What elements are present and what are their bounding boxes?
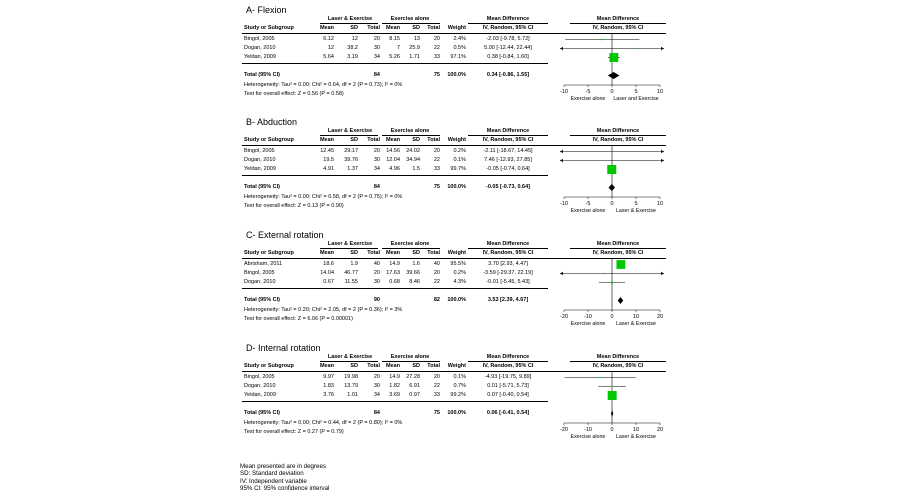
study-total-b: 22	[433, 383, 440, 389]
total-ci: 0.34 [-0.86, 1.55]	[486, 72, 530, 78]
total-label: Total (95% CI)	[244, 297, 280, 303]
col-mean-a: Mean	[319, 250, 334, 256]
study-ci: -3.59 [-29.37, 22.19]	[483, 270, 533, 276]
md-header-left: Mean Difference	[486, 354, 530, 360]
study-effect-box	[609, 53, 618, 62]
study-ci: 7.46 [-12.93, 27.85]	[484, 157, 532, 163]
study-ci: -0.05 [-0.74, 0.64]	[486, 166, 530, 172]
study-sd-b: 34.94	[406, 157, 420, 163]
forest-plot-area	[558, 117, 668, 217]
study-total-a: 34	[373, 54, 380, 60]
study-mean-b: 17.63	[386, 270, 400, 276]
total-weight: 100.0%	[447, 410, 466, 416]
study-mean-b: 5.26	[389, 54, 400, 60]
study-effect-box	[601, 151, 602, 152]
study-ci: 0.07 [-0.40, 0.54]	[487, 392, 529, 398]
study-name: Bingol, 2005	[244, 36, 275, 42]
study-effect-box	[611, 386, 612, 387]
md-rule-left	[468, 248, 548, 249]
study-mean-a: 1.83	[323, 383, 334, 389]
col-total-a: Total	[367, 250, 380, 256]
study-sd-a: 29.17	[344, 148, 358, 154]
study-mean-a: 14.04	[320, 270, 334, 276]
x-tick-label: 0	[610, 89, 614, 95]
study-total-a: 34	[373, 166, 380, 172]
col-mean-b: Mean	[385, 363, 400, 369]
group-a-rule	[320, 135, 378, 136]
study-mean-a: 18.6	[323, 261, 334, 267]
col-weight: Weight	[447, 250, 466, 256]
total-n-a: 84	[373, 184, 380, 190]
study-sd-a: 1.01	[347, 392, 358, 398]
study-weight: 99.2%	[450, 392, 466, 398]
study-name: Bingol, 2005	[244, 374, 275, 380]
study-effect-box	[607, 165, 616, 174]
total-ci: 3.53 [2.39, 4.67]	[487, 297, 529, 303]
study-weight: 0.1%	[453, 157, 466, 163]
footnote-degrees: Mean presented are in degrees	[240, 463, 326, 470]
col-ci: IV, Random, 95% CI	[482, 250, 534, 256]
col-sd-a: SD	[350, 250, 358, 256]
md-header-right: Mean Difference	[596, 354, 640, 360]
x-tick-label: -10	[584, 314, 592, 320]
study-sd-b: 25.9	[409, 45, 420, 51]
study-weight: 0.7%	[453, 383, 466, 389]
col-total-b: Total	[427, 25, 440, 31]
x-tick-label: 0	[610, 427, 614, 433]
md-header-left: Mean Difference	[486, 16, 530, 22]
ci-arrow-left	[560, 150, 563, 153]
study-mean-b: 8.15	[389, 36, 400, 42]
study-sd-b: 39.66	[406, 270, 420, 276]
study-effect-box	[635, 48, 636, 49]
study-mean-b: 0.68	[389, 279, 400, 285]
footnote-iv: IV: Independent variable	[240, 477, 307, 485]
study-sd-a: 1.9	[350, 261, 358, 267]
col-plot-method: IV, Random, 95% CI	[592, 363, 644, 369]
study-weight: 99.7%	[450, 166, 466, 172]
study-name: Bingol, 2005	[244, 270, 275, 276]
study-name: Dogan, 2010	[244, 45, 276, 51]
favours-right-label: Laser & Exercise	[615, 434, 657, 440]
total-ci: -0.05 [-0.73, 0.64]	[485, 184, 531, 190]
study-mean-b: 4.96	[389, 166, 400, 172]
total-n-b: 82	[433, 297, 440, 303]
study-weight: 0.5%	[453, 45, 466, 51]
study-total-b: 22	[433, 157, 440, 163]
study-name: Dogan, 2010	[244, 279, 276, 285]
group-a-header: Laser & Exercise	[327, 354, 373, 360]
total-label: Total (95% CI)	[244, 72, 280, 78]
study-mean-a: 12.45	[320, 148, 334, 154]
x-tick-label: 10	[632, 427, 640, 433]
study-total-b: 22	[433, 45, 440, 51]
group-b-header: Exercise alone	[390, 128, 430, 134]
favours-right-label: Laser and Exercise	[613, 96, 659, 102]
study-sd-a: 38.2	[347, 45, 358, 51]
col-total-a: Total	[367, 25, 380, 31]
favours-left-label: Exercise alone	[570, 321, 606, 327]
study-weight: 2.4%	[453, 36, 466, 42]
study-total-a: 20	[373, 374, 380, 380]
study-mean-b: 14.9	[389, 261, 400, 267]
study-name: Yeldan, 2009	[244, 166, 276, 172]
study-sd-a: 12	[351, 36, 358, 42]
group-a-rule	[320, 23, 378, 24]
total-n-a: 84	[373, 72, 380, 78]
col-study: Study or Subgroup	[244, 250, 294, 256]
group-a-header: Laser & Exercise	[327, 16, 373, 22]
study-total-b: 33	[433, 54, 440, 60]
study-sd-a: 19.98	[344, 374, 358, 380]
col-plot-method: IV, Random, 95% CI	[592, 137, 644, 143]
study-mean-a: 5.64	[323, 54, 334, 60]
study-total-b: 22	[433, 279, 440, 285]
pooled-effect-diamond	[608, 184, 615, 191]
study-sd-b: 24.02	[406, 148, 420, 154]
study-sd-a: 46.77	[344, 270, 358, 276]
forest-panel-4	[240, 343, 670, 453]
study-total-a: 40	[373, 261, 380, 267]
x-tick-label: -5	[585, 201, 591, 207]
group-a-header: Laser & Exercise	[327, 241, 373, 247]
favours-left-label: Exercise alone	[570, 208, 606, 214]
study-sd-b: 1.6	[412, 261, 420, 267]
total-n-a: 90	[373, 297, 380, 303]
col-total-a: Total	[367, 363, 380, 369]
study-ci: -2.03 [-9.78, 5.72]	[486, 36, 530, 42]
study-sd-a: 39.76	[344, 157, 358, 163]
study-ci: 0.38 [-0.84, 1.60]	[487, 54, 529, 60]
col-total-b: Total	[427, 363, 440, 369]
group-b-header: Exercise alone	[390, 241, 430, 247]
study-mean-b: 12.04	[386, 157, 400, 163]
x-tick-label: 5	[634, 201, 638, 207]
total-weight: 100.0%	[447, 184, 466, 190]
col-study: Study or Subgroup	[244, 363, 294, 369]
col-sd-a: SD	[350, 137, 358, 143]
group-a-rule	[320, 248, 378, 249]
study-ci: 5.00 [-12.44, 22.44]	[484, 45, 532, 51]
md-rule-left	[468, 23, 548, 24]
col-ci: IV, Random, 95% CI	[482, 25, 534, 31]
study-total-b: 40	[433, 261, 440, 267]
study-mean-b: 1.82	[389, 383, 400, 389]
forest-panel-2	[240, 117, 670, 227]
md-header-right: Mean Difference	[596, 16, 640, 22]
study-effect-box	[616, 260, 625, 269]
heterogeneity-text: Heterogeneity: Tau² = 0.00; Chi² = 0.44, df = 2 (P = 0.80); I² = 0%	[244, 420, 403, 426]
study-effect-box	[600, 377, 601, 378]
forest-panel-3	[240, 230, 670, 340]
total-weight: 100.0%	[447, 72, 466, 78]
x-tick-label: 0	[610, 201, 614, 207]
panel-title: C- External rotation	[246, 230, 324, 240]
col-sd-a: SD	[350, 363, 358, 369]
x-tick-label: 20	[656, 314, 664, 320]
col-sd-a: SD	[350, 25, 358, 31]
forest-panel-1	[240, 5, 670, 115]
study-mean-a: 6.12	[323, 36, 334, 42]
study-total-a: 30	[373, 279, 380, 285]
study-mean-b: 7	[396, 45, 400, 51]
total-ci: 0.06 [-0.41, 0.54]	[486, 410, 530, 416]
study-mean-b: 14.56	[386, 148, 400, 154]
col-mean-b: Mean	[385, 25, 400, 31]
col-ci: IV, Random, 95% CI	[482, 363, 534, 369]
x-tick-label: -10	[560, 89, 568, 95]
favours-left-label: Exercise alone	[570, 434, 606, 440]
study-total-b: 20	[433, 148, 440, 154]
study-sd-a: 13.79	[344, 383, 358, 389]
study-total-a: 20	[373, 148, 380, 154]
study-mean-a: 12	[327, 45, 334, 51]
ci-arrow-right	[661, 150, 664, 153]
md-rule-left	[468, 361, 548, 362]
ci-arrow-left	[560, 47, 563, 50]
favours-right-label: Laser & Exercise	[615, 321, 657, 327]
study-ci: -0.01 [-5.45, 5.43]	[486, 279, 530, 285]
study-effect-box	[647, 160, 648, 161]
x-tick-label: 10	[632, 314, 640, 320]
x-tick-label: 20	[656, 427, 664, 433]
col-sd-b: SD	[412, 250, 420, 256]
x-tick-label: 10	[656, 89, 664, 95]
md-rule-left	[468, 135, 548, 136]
study-ci: -4.93 [-19.75, 9.89]	[484, 374, 532, 380]
study-mean-a: 9.97	[323, 374, 334, 380]
study-name: Yeldan, 2009	[244, 392, 276, 398]
study-effect-box	[602, 39, 603, 40]
x-tick-label: -20	[560, 314, 568, 320]
study-sd-a: 1.37	[347, 166, 358, 172]
study-name: Yeldan, 2009	[244, 54, 276, 60]
study-total-b: 20	[433, 36, 440, 42]
col-study: Study or Subgroup	[244, 25, 294, 31]
total-n-a: 84	[373, 410, 380, 416]
study-name: Dogan, 2010	[244, 383, 276, 389]
rows-bottom-rule	[242, 175, 548, 176]
favours-right-label: Laser & Exercise	[615, 208, 657, 214]
group-b-rule	[382, 135, 440, 136]
md-header-left: Mean Difference	[486, 241, 530, 247]
study-weight: 95.5%	[450, 261, 466, 267]
total-label: Total (95% CI)	[244, 184, 280, 190]
study-total-b: 20	[433, 270, 440, 276]
study-sd-a: 3.19	[347, 54, 358, 60]
x-tick-label: -10	[584, 427, 592, 433]
col-total-a: Total	[367, 137, 380, 143]
panel-title: B- Abduction	[246, 117, 298, 127]
study-weight: 0.2%	[453, 148, 466, 154]
study-total-a: 34	[373, 392, 380, 398]
col-mean-a: Mean	[319, 363, 334, 369]
study-weight: 0.1%	[453, 374, 466, 380]
x-tick-label: -10	[560, 201, 568, 207]
study-sd-b: 27.28	[406, 374, 420, 380]
group-a-rule	[320, 361, 378, 362]
group-b-rule	[382, 248, 440, 249]
study-total-b: 20	[433, 374, 440, 380]
total-n-b: 75	[433, 410, 440, 416]
col-sd-b: SD	[412, 25, 420, 31]
col-plot-method: IV, Random, 95% CI	[592, 25, 644, 31]
pooled-effect-diamond	[618, 297, 623, 304]
col-weight: Weight	[447, 137, 466, 143]
overall-effect-text: Test for overall effect: Z = 0.56 (P = 0.58)	[244, 91, 344, 97]
study-total-a: 30	[373, 383, 380, 389]
total-weight: 100.0%	[447, 297, 466, 303]
heterogeneity-text: Heterogeneity: Tau² = 0.20; Chi² = 2.05, df = 2 (P = 0.36); I² = 3%	[244, 307, 403, 313]
col-plot-method: IV, Random, 95% CI	[592, 250, 644, 256]
forest-plot-area	[558, 230, 668, 330]
rows-bottom-rule	[242, 401, 548, 402]
total-n-b: 75	[433, 72, 440, 78]
x-tick-label: -5	[585, 89, 591, 95]
study-ci: -2.11 [-18.67, 14.45]	[483, 148, 533, 154]
panel-title: D- Internal rotation	[246, 343, 321, 353]
col-sd-b: SD	[412, 137, 420, 143]
study-name: Dogan, 2010	[244, 157, 276, 163]
study-effect-box	[603, 273, 604, 274]
x-tick-label: 0	[610, 314, 614, 320]
forest-plot-area	[558, 343, 668, 443]
study-weight: 97.1%	[450, 54, 466, 60]
col-mean-a: Mean	[319, 25, 334, 31]
study-ci: 3.70 [2.93, 4.47]	[488, 261, 528, 267]
ci-arrow-right	[661, 47, 664, 50]
ci-arrow-left	[560, 159, 563, 162]
study-name: Abrisham, 2011	[244, 261, 283, 267]
study-sd-b: 6.91	[409, 383, 420, 389]
md-header-right: Mean Difference	[596, 241, 640, 247]
md-header-right: Mean Difference	[596, 128, 640, 134]
study-total-a: 30	[373, 157, 380, 163]
overall-effect-text: Test for overall effect: Z = 0.13 (P = 0.90)	[244, 203, 344, 209]
study-total-b: 33	[433, 166, 440, 172]
favours-left-label: Exercise alone	[570, 96, 606, 102]
heterogeneity-text: Heterogeneity: Tau² = 0.00; Chi² = 0.64, df = 2 (P = 0.73); I² = 0%	[244, 82, 403, 88]
col-weight: Weight	[447, 25, 466, 31]
study-sd-a: 11.55	[344, 279, 358, 285]
col-weight: Weight	[447, 363, 466, 369]
group-b-header: Exercise alone	[390, 16, 430, 22]
overall-effect-text: Test for overall effect: Z = 0.27 (P = 0.79)	[244, 429, 344, 435]
total-n-b: 75	[433, 184, 440, 190]
col-total-b: Total	[427, 250, 440, 256]
group-b-rule	[382, 361, 440, 362]
total-label: Total (95% CI)	[244, 410, 280, 416]
study-mean-b: 14.9	[389, 374, 400, 380]
col-mean-b: Mean	[385, 250, 400, 256]
study-effect-box	[608, 391, 617, 400]
col-mean-a: Mean	[319, 137, 334, 143]
ci-arrow-right	[661, 159, 664, 162]
study-mean-a: 3.76	[323, 392, 334, 398]
rows-bottom-rule	[242, 63, 548, 64]
footnote-ci: 95% CI: 95% confidence interval	[240, 485, 330, 493]
study-sd-b: 1.5	[412, 166, 420, 172]
overall-effect-text: Test for overall effect: Z = 6.06 (P = 0.00001)	[244, 316, 353, 322]
col-study: Study or Subgroup	[244, 137, 294, 143]
study-weight: 0.2%	[453, 270, 466, 276]
study-mean-a: 19.5	[323, 157, 334, 163]
pooled-effect-diamond	[611, 410, 613, 417]
group-a-header: Laser & Exercise	[327, 128, 373, 134]
x-tick-label: 5	[634, 89, 638, 95]
col-total-b: Total	[427, 137, 440, 143]
x-tick-label: 10	[656, 201, 664, 207]
pooled-effect-diamond	[608, 72, 620, 79]
x-tick-label: -20	[560, 427, 568, 433]
heterogeneity-text: Heterogeneity: Tau² = 0.00; Chi² = 0.58, df = 2 (P = 0.75); I² = 0%	[244, 194, 403, 200]
ci-arrow-right	[661, 272, 664, 275]
study-mean-a: 0.67	[323, 279, 334, 285]
study-weight: 4.3%	[453, 279, 466, 285]
group-b-header: Exercise alone	[390, 354, 430, 360]
study-total-b: 33	[433, 392, 440, 398]
study-effect-box	[611, 282, 613, 284]
study-sd-b: 1.71	[409, 54, 420, 60]
panel-title: A- Flexion	[246, 5, 287, 15]
study-ci: 0.01 [-5.71, 5.73]	[487, 383, 529, 389]
md-header-left: Mean Difference	[486, 128, 530, 134]
rows-bottom-rule	[242, 288, 548, 289]
study-sd-b: 8.46	[409, 279, 420, 285]
ci-arrow-left	[560, 272, 563, 275]
col-mean-b: Mean	[385, 137, 400, 143]
study-sd-b: 0.97	[409, 392, 420, 398]
col-sd-b: SD	[412, 363, 420, 369]
footnotes	[240, 463, 329, 493]
study-mean-b: 3.69	[389, 392, 400, 398]
study-total-a: 20	[373, 270, 380, 276]
footnote-sd: SD: Standard deviation	[240, 470, 304, 478]
study-mean-a: 4.91	[323, 166, 334, 172]
study-total-a: 30	[373, 45, 380, 51]
forest-plot-area	[558, 5, 668, 105]
group-b-rule	[382, 23, 440, 24]
col-ci: IV, Random, 95% CI	[482, 137, 534, 143]
study-total-a: 20	[373, 36, 380, 42]
study-name: Bingol, 2005	[244, 148, 275, 154]
study-sd-b: 13	[413, 36, 420, 42]
